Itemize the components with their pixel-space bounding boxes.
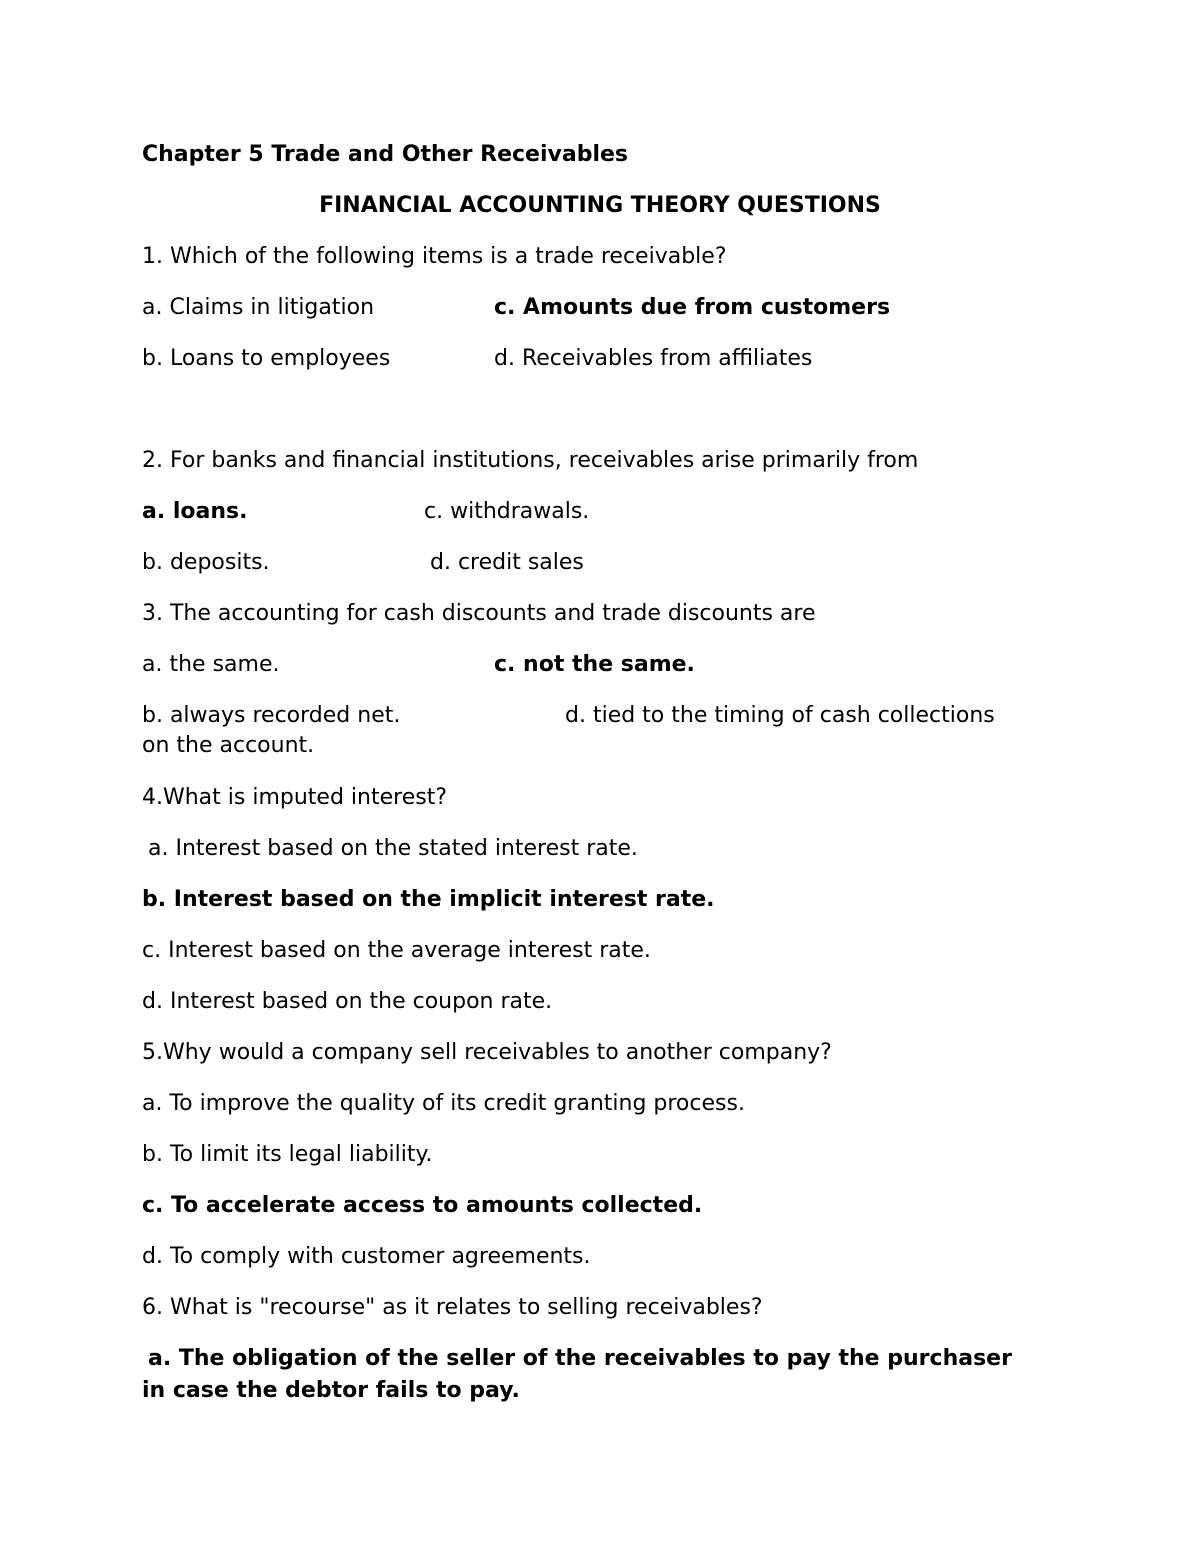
q4-option-c: c. Interest based on the average interest rate.	[142, 938, 651, 963]
question-6-stem: 6. What is "recourse" as it relates to selling receivables?	[142, 1295, 763, 1320]
q4-option-a: a. Interest based on the stated interest rate.	[148, 836, 638, 861]
question-3-stem: 3. The accounting for cash discounts and trade discounts are	[142, 601, 816, 626]
q3-option-c-answer: c. not the same.	[494, 652, 695, 677]
q5-option-d: d. To comply with customer agreements.	[142, 1244, 591, 1269]
section-title: FINANCIAL ACCOUNTING THEORY QUESTIONS	[319, 193, 881, 218]
q5-option-c-answer: c. To accelerate access to amounts collected.	[142, 1193, 703, 1218]
q5-option-a: a. To improve the quality of its credit granting process.	[142, 1091, 745, 1116]
q5-option-b: b. To limit its legal liability.	[142, 1142, 433, 1167]
q2-option-a-answer: a. loans.	[142, 499, 248, 524]
q2-option-b: b. deposits.	[142, 550, 270, 575]
q2-option-d: d. credit sales	[430, 550, 584, 575]
question-1-stem: 1. Which of the following items is a trade receivable?	[142, 244, 727, 269]
q3-option-d: d. tied to the timing of cash collections	[565, 703, 995, 728]
question-2-stem: 2. For banks and financial institutions, receivables arise primarily from	[142, 448, 919, 473]
q1-option-a: a. Claims in litigation	[142, 295, 375, 320]
q3-option-b: b. always recorded net.	[142, 703, 401, 728]
q6-option-a-answer: a. The obligation of the seller of the receivables to pay the purchaser in case the debtor fails to pay.	[142, 1346, 1012, 1403]
question-5-stem: 5.Why would a company sell receivables to another company?	[142, 1040, 832, 1065]
q1-option-b: b. Loans to employees	[142, 346, 391, 371]
q2-option-c: c. withdrawals.	[424, 499, 590, 524]
chapter-title: Chapter 5 Trade and Other Receivables	[142, 142, 629, 167]
question-4-stem: 4.What is imputed interest?	[142, 785, 448, 810]
q4-option-d: d. Interest based on the coupon rate.	[142, 989, 553, 1014]
q3-option-d-continued: on the account.	[142, 733, 315, 758]
q3-option-a: a. the same.	[142, 652, 280, 677]
q4-option-b-answer: b. Interest based on the implicit interest rate.	[142, 887, 715, 912]
q1-option-d: d. Receivables from affiliates	[494, 346, 813, 371]
q1-option-c-answer: c. Amounts due from customers	[494, 295, 891, 320]
